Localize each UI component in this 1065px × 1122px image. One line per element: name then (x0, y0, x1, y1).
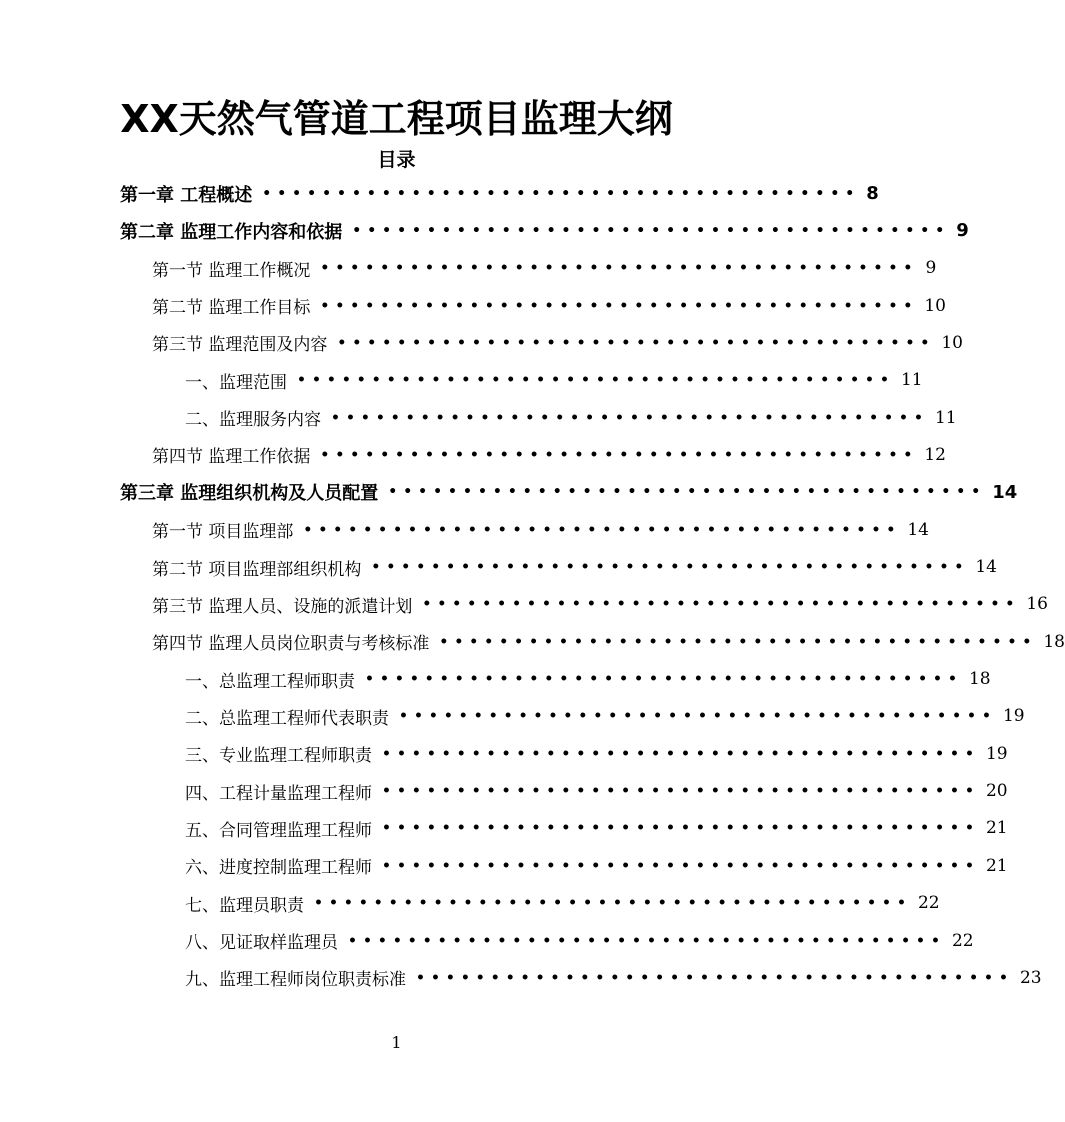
dot-leader: •••••••••••••••••••••••••••••••••••••••• (348, 932, 946, 949)
toc-subsection-entry[interactable] (185, 362, 923, 399)
toc-entry-label: 八、见证取样监理员 (185, 933, 338, 953)
toc-subsection-entry[interactable] (185, 922, 974, 959)
toc-section-entry[interactable] (152, 623, 1065, 660)
dot-leader: •••••••••••••••••••••••••••••••••••••••• (416, 969, 1014, 986)
toc-entry-label: 第二节 监理工作目标 (152, 298, 311, 319)
toc-entry-label: 第三章 监理组织机构及人员配置 (120, 483, 379, 505)
dot-leader: •••••••••••••••••••••••••••••••••••••••• (382, 820, 980, 837)
toc-chapter-entry[interactable] (120, 474, 1018, 511)
toc-entry-label: 第四节 监理人员岗位职责与考核标准 (152, 634, 430, 655)
toc-entry-page: 14 (975, 557, 997, 577)
toc-entry-page: 21 (985, 818, 1008, 839)
toc-section-entry[interactable] (152, 549, 997, 586)
toc-subsection-entry[interactable] (185, 698, 1025, 735)
dot-leader: •••••••••••••••••••••••••••••••••••••••• (399, 708, 997, 725)
toc-entry-page: 22 (917, 893, 940, 914)
dot-leader: •••••••••••••••••••••••••••••••••••••••• (320, 297, 919, 314)
toc-heading: 目录 (377, 149, 416, 171)
dot-leader: •••••••••••••••••••••••••••••••••••••••• (388, 484, 987, 501)
toc-entry-label: 第二章 监理工作内容和依据 (120, 221, 343, 243)
toc-entry-page: 18 (1043, 631, 1065, 652)
dot-leader: •••••••••••••••••••••••••••••••••••••••• (365, 671, 963, 688)
toc-entry-label: 第一章 工程概述 (120, 184, 253, 206)
dot-leader: •••••••••••••••••••••••••••••••••••••••• (337, 334, 936, 351)
dot-leader: •••••••••••••••••••••••••••••••••••••••• (314, 895, 912, 912)
toc-entry-page: 11 (934, 407, 957, 428)
toc-entry-label: 六、进度控制监理工程师 (185, 858, 372, 879)
toc-section-entry[interactable] (152, 250, 937, 287)
toc-entry-page: 23 (1019, 967, 1042, 988)
toc-entry-label: 第四节 监理工作依据 (152, 447, 311, 468)
toc-entry-page: 19 (1002, 706, 1025, 727)
toc-entry-label: 第三节 监理范围及内容 (152, 335, 328, 356)
toc-entry-label: 四、工程计量监理工程师 (185, 783, 372, 804)
dot-leader: •••••••••••••••••••••••••••••••••••••••• (382, 857, 980, 874)
toc-chapter-entry[interactable] (120, 175, 879, 212)
toc-entry-page: 10 (924, 295, 946, 316)
toc-section-entry[interactable] (152, 511, 929, 548)
toc-entry-page: 11 (900, 370, 923, 391)
toc-entry-page: 16 (1026, 594, 1048, 615)
document-title: XX天然气管道工程项目监理大纲 (120, 97, 673, 141)
toc-entry-label: 七、监理员职责 (185, 895, 304, 916)
toc-entry-page: 20 (985, 781, 1008, 802)
toc-entry-page: 9 (956, 220, 969, 242)
dot-leader: •••••••••••••••••••••••••••••••••••••••• (320, 260, 919, 277)
toc-entry-label: 二、监理服务内容 (185, 410, 321, 431)
page-number: 1 (391, 1033, 402, 1052)
toc-subsection-entry[interactable] (185, 735, 1008, 772)
dot-leader: •••••••••••••••••••••••••••••••••••••••• (320, 446, 919, 463)
toc-entry-page: 21 (985, 855, 1008, 876)
toc-entry-label: 一、监理范围 (185, 372, 287, 393)
toc-chapter-entry[interactable] (120, 212, 969, 249)
toc-entry-page: 19 (985, 743, 1008, 764)
dot-leader: •••••••••••••••••••••••••••••••••••••••• (352, 222, 951, 239)
toc-entry-label: 一、总监理工程师职责 (185, 671, 355, 692)
toc-subsection-entry[interactable] (185, 810, 1008, 847)
dot-leader: •••••••••••••••••••••••••••••••••••••••• (422, 596, 1021, 613)
toc-subsection-entry[interactable] (185, 399, 957, 436)
toc-entry-page: 8 (866, 183, 879, 204)
toc-entry-label: 五、合同管理监理工程师 (185, 820, 372, 841)
toc-entry-page: 14 (992, 481, 1018, 503)
toc-entry-label: 三、专业监理工程师职责 (185, 746, 372, 767)
dot-leader: •••••••••••••••••••••••••••••••••••••••• (262, 185, 861, 202)
toc-entry-label: 第一节 监理工作概况 (152, 260, 311, 281)
toc-entry-page: 10 (941, 332, 963, 353)
dot-leader: •••••••••••••••••••••••••••••••••••••••• (303, 521, 902, 538)
toc-entry-label: 九、监理工程师岗位职责标准 (185, 970, 406, 991)
toc-entry-page: 12 (924, 444, 946, 465)
toc-subsection-entry[interactable] (185, 847, 1008, 884)
toc-subsection-entry[interactable] (185, 885, 940, 922)
toc-entry-label: 二、总监理工程师代表职责 (185, 708, 389, 729)
toc-subsection-entry[interactable] (185, 959, 1042, 996)
dot-leader: •••••••••••••••••••••••••••••••••••••••• (297, 372, 895, 389)
dot-leader: •••••••••••••••••••••••••••••••••••••••• (382, 783, 980, 800)
dot-leader: •••••••••••••••••••••••••••••••••••••••• (439, 633, 1038, 650)
toc-entry-page: 9 (925, 258, 937, 279)
toc-entry-page: 14 (907, 519, 929, 540)
toc-section-entry[interactable] (152, 586, 1048, 623)
toc-section-entry[interactable] (152, 436, 946, 473)
toc-entry-label: 第一节 项目监理部 (152, 522, 294, 543)
toc-subsection-entry[interactable] (185, 661, 991, 698)
toc-section-entry[interactable] (152, 324, 963, 361)
toc-subsection-entry[interactable] (185, 773, 1008, 810)
dot-leader: •••••••••••••••••••••••••••••••••••••••• (371, 559, 970, 575)
toc-entry-label: 第二节 项目监理部组织机构 (152, 559, 362, 580)
dot-leader: •••••••••••••••••••••••••••••••••••••••• (382, 745, 980, 762)
toc-section-entry[interactable] (152, 287, 946, 324)
toc-entry-label: 第三节 监理人员、设施的派遣计划 (152, 596, 413, 617)
toc-entry-page: 18 (968, 669, 991, 690)
dot-leader: •••••••••••••••••••••••••••••••••••••••• (331, 409, 929, 426)
toc-entry-page: 22 (951, 930, 974, 951)
